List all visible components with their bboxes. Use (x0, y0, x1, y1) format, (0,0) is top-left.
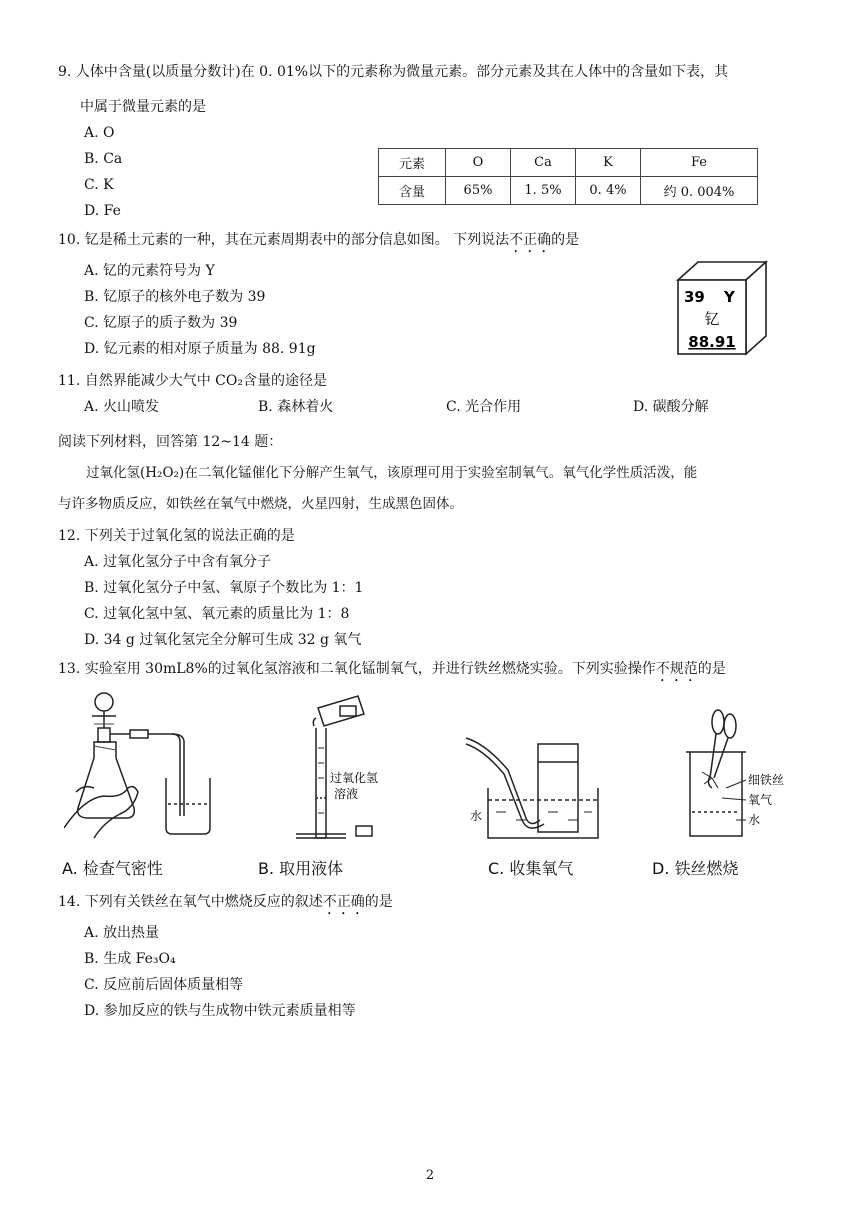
q9-option-b: B. Ca (84, 151, 123, 167)
caption-a: A. 检查气密性 (62, 859, 163, 878)
table-cell: 65% (446, 177, 511, 205)
tile-number: 39 (684, 288, 705, 306)
figure-b-label-1: 过氧化氢 (330, 771, 379, 785)
table-row (379, 149, 758, 177)
q12-option-b: B. 过氧化氢分子中氢、氧原子个数比为 1：1 (84, 580, 364, 596)
q13-stem-end: 的是 (697, 661, 726, 677)
q10-option-c: C. 钇原子的质子数为 39 (84, 315, 238, 331)
q14-option-a: A. 放出热量 (84, 925, 160, 941)
q12-stem: 12. 下列关于过氧化氢的说法正确的是 (58, 528, 295, 544)
q13-emphasis: 不规范 (655, 661, 698, 677)
q9-stem: 9. 人体中含量(以质量分数计)在 0. 01%以下的元素称为微量元素。部分元素及其在人体中的含量如下表，其 (58, 64, 729, 80)
q13-stem-text: 13. 实验室用 30mL8%的过氧化氢溶液和二氧化锰制氧气，并进行铁丝燃烧实验。下列实验操作 (58, 661, 656, 677)
table-cell: Ca (511, 149, 576, 177)
figure-d-water-label: 水 (748, 813, 761, 827)
q14-emphasis: 不正确 (322, 894, 365, 910)
q12-option-a: A. 过氧化氢分子中含有氧分子 (84, 554, 272, 570)
figure-c-water-label: 水 (470, 809, 483, 823)
q12-option-d: D. 34 g 过氧化氢完全分解可生成 32 g 氧气 (84, 632, 362, 648)
table-cell: 元素 (379, 149, 446, 177)
figure-take-liquid (278, 688, 408, 853)
q10-option-b: B. 钇原子的核外电子数为 39 (84, 289, 266, 305)
element-content-table (378, 148, 758, 205)
element-tile-yttrium (670, 258, 770, 356)
table-cell: 0. 4% (576, 177, 641, 205)
figure-b-label-2: 溶液 (334, 787, 359, 801)
page-number: 2 (425, 1168, 435, 1183)
q10-stem-end: 的是 (551, 232, 580, 248)
q12-option-c: C. 过氧化氢中氢、氧元素的质量比为 1：8 (84, 606, 350, 622)
q14-stem-text: 14. 下列有关铁丝在氧气中燃烧反应的叙述 (58, 894, 323, 910)
q14-option-c: C. 反应前后固体质量相等 (84, 977, 244, 993)
table-cell: Fe (641, 149, 758, 177)
figure-iron-wire-burning (666, 688, 796, 853)
table-cell: 1. 5% (511, 177, 576, 205)
q10-option-d: D. 钇元素的相对原子质量为 88. 91g (84, 341, 316, 357)
q9-option-c: C. K (84, 177, 114, 193)
q10-emphasis: 不正确 (509, 232, 552, 248)
caption-b: B. 取用液体 (258, 859, 344, 878)
figure-collect-oxygen (456, 688, 626, 853)
q10-stem (58, 230, 579, 256)
q11-stem: 11. 自然界能减少大气中 CO₂含量的途径是 (58, 373, 327, 389)
q14-option-b: B. 生成 Fe₃O₄ (84, 951, 176, 967)
caption-d: D. 铁丝燃烧 (652, 859, 739, 878)
q11-option-c: C. 光合作用 (446, 399, 522, 415)
q9-option-a: A. O (84, 125, 115, 141)
table-cell: 约 0. 004% (641, 177, 758, 205)
q14-stem (58, 892, 393, 918)
reading-line-1: 过氧化氢(H₂O₂)在二氧化锰催化下分解产生氧气，该原理可用于实验室制氧气。氧气化学性质活泼，能 (86, 465, 698, 481)
figure-check-airtightness (64, 688, 234, 853)
q9-option-d: D. Fe (84, 203, 121, 219)
figure-d-oxygen-label: 氧气 (748, 793, 773, 807)
reading-line-2: 与许多物质反应，如铁丝在氧气中燃烧，火星四射，生成黑色固体。 (58, 496, 463, 512)
q14-stem-end: 的是 (364, 894, 393, 910)
q13-stem (58, 659, 726, 685)
tile-mass: 88.91 (688, 333, 736, 351)
q14-option-d: D. 参加反应的铁与生成物中铁元素质量相等 (84, 1003, 356, 1019)
q10-stem-text: 10. 钇是稀土元素的一种，其在元素周期表中的部分信息如图。 下列说法 (58, 232, 510, 248)
table-cell: 含量 (379, 177, 446, 205)
caption-c: C. 收集氧气 (488, 859, 574, 878)
table-cell: K (576, 149, 641, 177)
tile-symbol: Y (724, 288, 735, 306)
q9-stem-cont: 中属于微量元素的是 (80, 99, 206, 115)
q11-option-b: B. 森林着火 (258, 399, 334, 415)
table-row (379, 177, 758, 205)
q11-option-d: D. 碳酸分解 (633, 399, 709, 415)
figure-d-wire-label: 细铁丝 (748, 773, 785, 787)
tile-name: 钇 (704, 310, 720, 328)
q10-option-a: A. 钇的元素符号为 Y (84, 263, 215, 279)
table-cell: O (446, 149, 511, 177)
q11-option-a: A. 火山喷发 (84, 399, 160, 415)
reading-intro: 阅读下列材料，回答第 12~14 题： (58, 434, 283, 450)
